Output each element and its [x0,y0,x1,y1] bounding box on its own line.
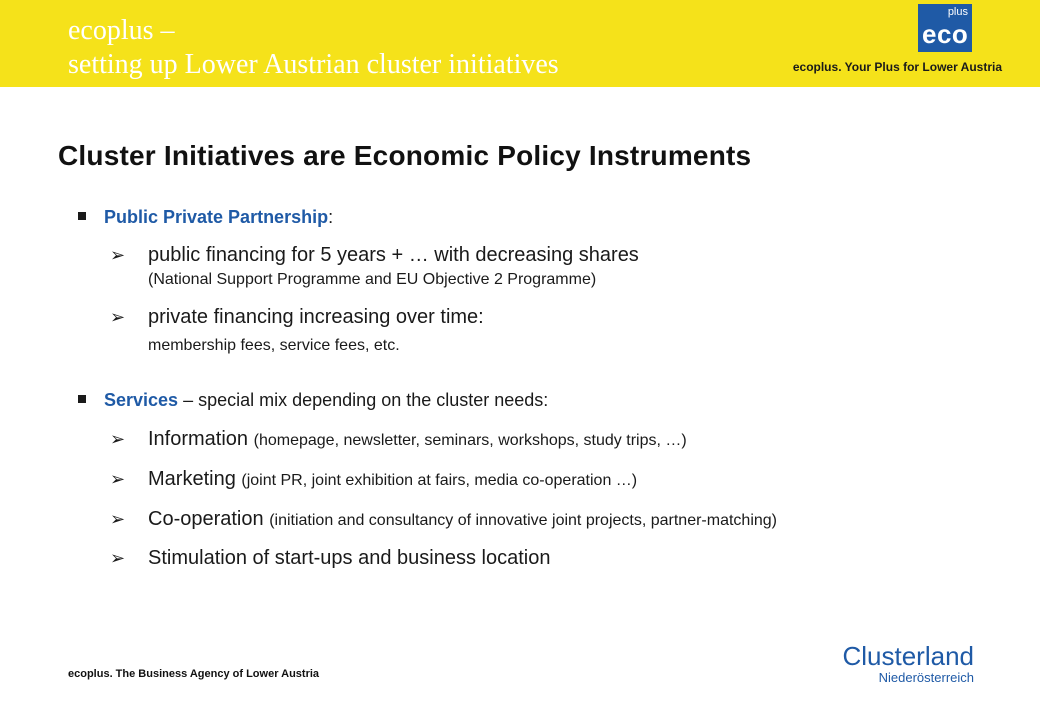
header-title-line2: setting up Lower Austrian cluster initiatives [68,49,559,80]
list-item [110,306,484,329]
header-title-line1: ecoplus – [68,15,175,46]
clusterland-logo [834,642,974,685]
section-suffix: – special mix depending on the cluster needs: [178,390,549,410]
section-public-private [78,207,333,228]
section-suffix: : [328,207,334,227]
list-item [110,468,637,491]
item-detail: (joint PR, joint exhibition at fairs, media co-operation …) [241,472,638,489]
ecoplus-logo [918,4,972,52]
header-title [68,14,559,82]
item-text: public financing for 5 years + … with decreasing shares [148,244,639,266]
arrow-bullet-icon: ➢ [110,307,126,327]
arrow-bullet-icon: ➢ [110,509,126,529]
item-text: Stimulation of start-ups and business location [148,547,551,569]
arrow-bullet-icon: ➢ [110,469,126,489]
square-bullet-icon [78,395,86,403]
arrow-bullet-icon: ➢ [110,548,126,568]
clusterland-logo-sub: Niederösterreich [878,670,974,685]
footer-agency-text: ecoplus. The Business Agency of Lower Austria [68,668,320,680]
square-bullet-icon [78,212,86,220]
item-detail: (homepage, newsletter, seminars, workshops, study trips, …) [253,432,687,449]
logo-eco-text: eco [922,19,969,49]
clusterland-logo-main: Clusterland [842,641,974,671]
item-detail: (initiation and consultancy of innovative joint projects, partner-matching) [269,512,778,529]
list-item [110,508,777,531]
item-text: Information [148,428,249,450]
list-item [110,244,639,267]
section-title: Public Private Partnership [104,207,329,227]
list-item [110,547,550,570]
arrow-bullet-icon: ➢ [110,245,126,265]
header-banner [0,0,1040,87]
item-detail: membership fees, service fees, etc. [148,337,400,354]
slide-heading: Cluster Initiatives are Economic Policy Instruments [58,140,752,171]
list-item [110,428,687,451]
section-title: Services [104,390,179,410]
arrow-bullet-icon: ➢ [110,429,126,449]
item-detail: (National Support Programme and EU Objective 2 Programme) [148,271,597,288]
logo-plus-text: plus [947,6,968,18]
item-text: Co-operation [148,508,264,530]
section-services [78,390,548,411]
header-tagline: ecoplus. Your Plus for Lower Austria [792,60,1002,74]
item-text: Marketing [148,468,236,490]
item-text: private financing increasing over time: [148,306,484,328]
